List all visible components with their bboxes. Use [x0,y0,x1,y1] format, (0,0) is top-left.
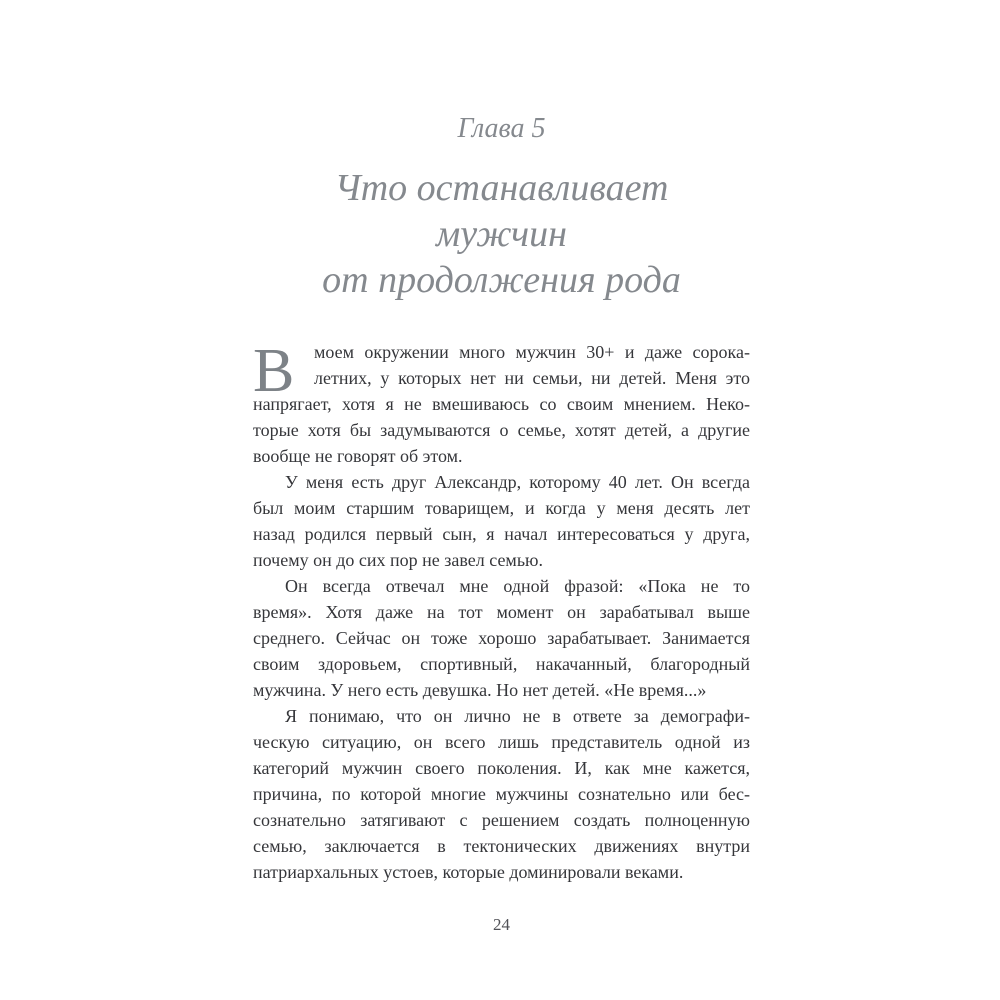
text-line: среднего. Сейчас он тоже хорошо зарабатывает. Занимается [253,628,750,648]
text-line: торые хотя бы задумываются о семье, хотят детей, а другие [253,420,750,440]
drop-cap: В [253,337,295,405]
text-line: патриархальных устоев, которые доминировали веками. [253,862,684,882]
paragraph [253,703,750,885]
chapter-title [233,165,770,303]
text-line: моем окружении много мужчин 30+ и даже сорока- [314,342,750,362]
text-line: вообще не говорят об этом. [253,446,463,466]
chapter-title-line-2: мужчин [436,213,567,255]
text-line: семью, заключается в тектонических движениях внутри [253,836,750,856]
text-line: мужчина. У него есть девушка. Но нет детей. «Не время...» [253,680,707,700]
body-text [253,339,750,885]
text-line: Я понимаю, что он лично не в ответе за демографи- [285,706,750,726]
text-line: У меня есть друг Александр, которому 40 лет. Он всегда [285,472,750,492]
paragraph [253,573,750,703]
chapter-title-line-1: Что останавливает [334,167,669,209]
text-line: почему он до сих пор не завел семью. [253,550,543,570]
text-line: напрягает, хотя я не вмешиваюсь со своим мнением. Неко- [253,394,750,414]
text-line: ческую ситуацию, он всего лишь представитель одной из [253,732,750,752]
text-line: сознательно затягивают с решением создать полноценную [253,810,750,830]
text-line: категорий мужчин своего поколения. И, как мне кажется, [253,758,750,778]
text-line: летних, у которых нет ни семьи, ни детей. Меня это [314,368,750,388]
chapter-label: Глава 5 [457,113,546,144]
paragraph [253,469,750,573]
text-line: Он всегда отвечал мне одной фразой: «Пока не то [285,576,750,596]
text-line: причина, по которой многие мужчины сознательно или бес- [253,784,750,804]
text-line: время». Хотя даже на тот момент он зарабатывал выше [253,602,750,622]
chapter-title-line-3: от продолжения рода [322,259,681,301]
paragraph [253,339,750,469]
text-line: своим здоровьем, спортивный, накачанный, благородный [253,654,750,674]
page-number: 24 [493,915,510,934]
text-line: был моим старшим товарищем, и когда у меня десять лет [253,498,750,518]
text-line: назад родился первый сын, я начал интересоваться у друга, [253,524,750,544]
